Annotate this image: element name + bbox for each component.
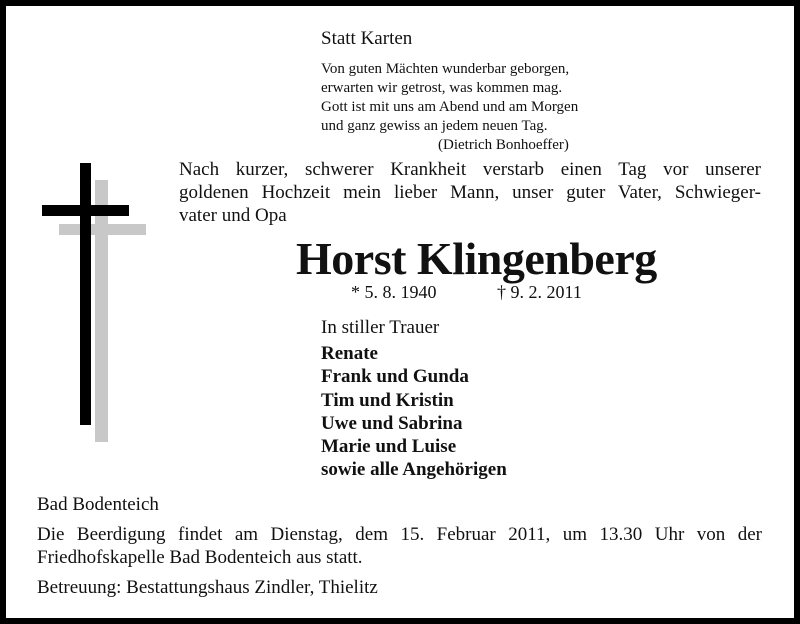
intro-text bbox=[179, 158, 761, 227]
family-list bbox=[321, 342, 507, 482]
mourning-label: In stiller Trauer bbox=[321, 317, 440, 338]
poem-line: Gott ist mit uns am Abend und am Morgen bbox=[321, 99, 579, 115]
family-member: Uwe und Sabrina bbox=[321, 412, 463, 434]
deceased-name: Horst Klingenberg bbox=[296, 233, 657, 284]
cross-horizontal bbox=[42, 205, 129, 216]
poem-line: und ganz gewiss an jedem neuen Tag. bbox=[321, 118, 548, 134]
poem bbox=[321, 60, 578, 155]
family-member: sowie alle Angehörigen bbox=[321, 459, 507, 481]
family-member: Tim und Kristin bbox=[321, 389, 454, 411]
family-member: Frank und Gunda bbox=[321, 366, 469, 388]
funeral-line: Die Beerdigung findet am Dienstag, dem 15. Februar 2011, um 13.30 Uhr von der bbox=[37, 524, 762, 545]
poem-line: erwarten wir getrost, was kommen mag. bbox=[321, 80, 563, 96]
intro-line: Nach kurzer, schwerer Krankheit verstarb einen Tag vor unserer bbox=[179, 159, 761, 180]
family-member: Renate bbox=[321, 343, 378, 364]
cross-shadow-horizontal bbox=[59, 224, 146, 235]
poem-author: (Dietrich Bonhoeffer) bbox=[438, 137, 569, 153]
header-statt-karten: Statt Karten bbox=[321, 28, 413, 49]
intro-line: vater und Opa bbox=[179, 205, 287, 226]
obituary-notice bbox=[6, 6, 794, 618]
family-member: Marie und Luise bbox=[321, 436, 457, 458]
cross-vertical bbox=[80, 163, 91, 425]
funeral-info bbox=[37, 523, 762, 569]
place-name: Bad Bodenteich bbox=[37, 494, 159, 515]
poem-line: Von guten Mächten wunderbar geborgen, bbox=[321, 61, 570, 77]
intro-line: goldenen Hochzeit mein lieber Mann, unser guter Vater, Schwieger- bbox=[179, 182, 761, 203]
cross-shadow-vertical bbox=[95, 180, 108, 442]
birth-date: * 5. 8. 1940 bbox=[351, 282, 437, 302]
death-date: † 9. 2. 2011 bbox=[497, 282, 582, 302]
funeral-home: Betreuung: Bestattungshaus Zindler, Thielitz bbox=[37, 577, 378, 598]
funeral-line: Friedhofskapelle Bad Bodenteich aus statt. bbox=[37, 547, 363, 568]
